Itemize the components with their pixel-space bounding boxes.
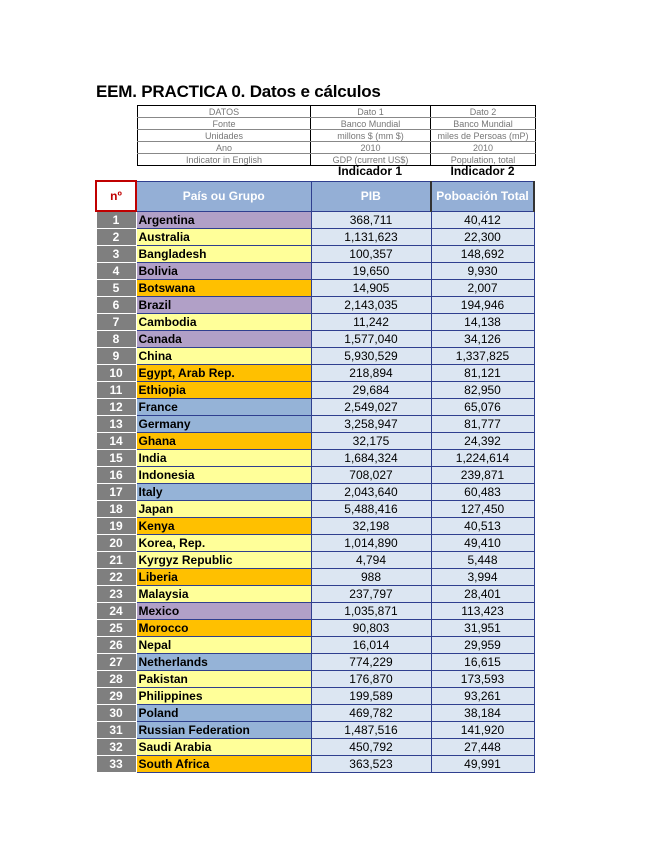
table-row [96,229,534,246]
table-row [96,416,534,433]
metadata-cell: millons $ (mm $) [311,130,431,142]
population-value[interactable]: 81,777 [431,416,534,433]
country-name[interactable]: Liberia [136,569,311,586]
pib-value[interactable]: 1,684,324 [311,450,431,467]
pib-value[interactable]: 1,131,623 [311,229,431,246]
metadata-row [138,106,536,118]
table-row [96,569,534,586]
table-row [96,484,534,501]
table-row [96,620,534,637]
table-row [96,501,534,518]
population-value[interactable]: 38,184 [431,705,534,722]
table-row [96,314,534,331]
country-name[interactable]: Canada [136,331,311,348]
table-row [96,467,534,484]
pib-value[interactable]: 774,229 [311,654,431,671]
country-name[interactable]: Poland [136,705,311,722]
population-value[interactable]: 22,300 [431,229,534,246]
row-number[interactable]: 6 [96,297,136,314]
country-name[interactable]: South Africa [136,756,311,773]
population-value[interactable]: 5,448 [431,552,534,569]
table-row [96,365,534,382]
pib-value[interactable]: 5,488,416 [311,501,431,518]
table-row [96,263,534,280]
metadata-table [137,105,536,166]
population-value[interactable]: 40,513 [431,518,534,535]
row-number[interactable]: 30 [96,705,136,722]
population-value[interactable]: 31,951 [431,620,534,637]
population-value[interactable]: 239,871 [431,467,534,484]
pib-value[interactable]: 32,198 [311,518,431,535]
table-row [96,433,534,450]
row-number[interactable]: 33 [96,756,136,773]
table-row [96,450,534,467]
population-value[interactable]: 3,994 [431,569,534,586]
country-name[interactable]: Cambodia [136,314,311,331]
table-row [96,518,534,535]
country-name[interactable]: Germany [136,416,311,433]
pib-value[interactable]: 2,043,640 [311,484,431,501]
population-value[interactable]: 82,950 [431,382,534,399]
row-number[interactable]: 23 [96,586,136,603]
metadata-cell: Population, total [431,154,536,166]
row-number[interactable]: 9 [96,348,136,365]
country-name[interactable]: Bolivia [136,263,311,280]
country-name[interactable]: Russian Federation [136,722,311,739]
row-number[interactable]: 7 [96,314,136,331]
table-row [96,399,534,416]
pib-value[interactable]: 368,711 [311,211,431,229]
pib-value[interactable]: 3,258,947 [311,416,431,433]
pib-value[interactable]: 2,549,027 [311,399,431,416]
row-number[interactable]: 13 [96,416,136,433]
population-value[interactable]: 1,337,825 [431,348,534,365]
countries-table [95,180,535,773]
country-name[interactable]: Kyrgyz Republic [136,552,311,569]
metadata-row [138,130,536,142]
page-title: EEM. PRACTICA 0. Datos e cálculos [96,82,381,101]
row-number[interactable]: 18 [96,501,136,518]
pib-value[interactable]: 5,930,529 [311,348,431,365]
pib-value[interactable]: 11,242 [311,314,431,331]
country-name[interactable]: Korea, Rep. [136,535,311,552]
country-name[interactable]: China [136,348,311,365]
country-name[interactable]: Netherlands [136,654,311,671]
table-row [96,688,534,705]
table-row [96,297,534,314]
table-row [96,654,534,671]
row-number[interactable]: 15 [96,450,136,467]
row-number[interactable]: 10 [96,365,136,382]
pib-value[interactable]: 988 [311,569,431,586]
metadata-cell: Unidades [138,130,311,142]
country-name[interactable]: Philippines [136,688,311,705]
table-row [96,603,534,620]
table-row [96,705,534,722]
table-row [96,552,534,569]
population-value[interactable]: 148,692 [431,246,534,263]
table-row [96,722,534,739]
metadata-cell: Banco Mundial [431,118,536,130]
pib-value[interactable]: 19,650 [311,263,431,280]
country-name[interactable]: Mexico [136,603,311,620]
row-number[interactable]: 1 [96,211,136,229]
population-value[interactable]: 65,076 [431,399,534,416]
country-name[interactable]: Saudi Arabia [136,739,311,756]
row-number[interactable]: 8 [96,331,136,348]
pib-value[interactable]: 237,797 [311,586,431,603]
row-number[interactable]: 29 [96,688,136,705]
row-number[interactable]: 28 [96,671,136,688]
row-number[interactable]: 12 [96,399,136,416]
country-name[interactable]: France [136,399,311,416]
table-row [96,348,534,365]
row-number[interactable]: 16 [96,467,136,484]
row-number[interactable]: 11 [96,382,136,399]
table-row [96,280,534,297]
country-name[interactable]: Japan [136,501,311,518]
population-value[interactable]: 60,483 [431,484,534,501]
row-number[interactable]: 21 [96,552,136,569]
country-name[interactable]: Kenya [136,518,311,535]
header-country[interactable]: País ou Grupo [136,181,311,211]
row-number[interactable]: 22 [96,569,136,586]
row-number[interactable]: 25 [96,620,136,637]
row-number[interactable]: 31 [96,722,136,739]
population-value[interactable]: 93,261 [431,688,534,705]
pib-value[interactable]: 199,589 [311,688,431,705]
population-value[interactable]: 40,412 [431,211,534,229]
pib-value[interactable]: 363,523 [311,756,431,773]
pib-value[interactable]: 1,577,040 [311,331,431,348]
row-number[interactable]: 26 [96,637,136,654]
row-number[interactable]: 19 [96,518,136,535]
population-value[interactable]: 49,410 [431,535,534,552]
table-row [96,382,534,399]
population-value[interactable]: 2,007 [431,280,534,297]
country-name[interactable]: Nepal [136,637,311,654]
country-name[interactable]: Brazil [136,297,311,314]
pib-value[interactable]: 32,175 [311,433,431,450]
row-number[interactable]: 2 [96,229,136,246]
population-value[interactable]: 1,224,614 [431,450,534,467]
table-row [96,671,534,688]
metadata-cell: GDP (current US$) [311,154,431,166]
table-row [96,739,534,756]
pib-value[interactable]: 1,487,516 [311,722,431,739]
metadata-cell: Dato 1 [311,106,431,118]
metadata-cell: Indicator in English [138,154,311,166]
country-name[interactable]: Bangladesh [136,246,311,263]
row-number[interactable]: 32 [96,739,136,756]
country-name[interactable]: Argentina [136,211,311,229]
pib-value[interactable]: 29,684 [311,382,431,399]
table-row [96,637,534,654]
table-row [96,211,534,229]
population-value[interactable]: 16,615 [431,654,534,671]
table-row [96,246,534,263]
population-value[interactable]: 29,959 [431,637,534,654]
pib-value[interactable]: 176,870 [311,671,431,688]
pib-value[interactable]: 16,014 [311,637,431,654]
table-row [96,586,534,603]
pib-value[interactable]: 2,143,035 [311,297,431,314]
population-value[interactable]: 194,946 [431,297,534,314]
population-value[interactable]: 113,423 [431,603,534,620]
row-number[interactable]: 17 [96,484,136,501]
pib-value[interactable]: 708,027 [311,467,431,484]
table-row [96,331,534,348]
population-value[interactable]: 24,392 [431,433,534,450]
pib-value[interactable]: 218,894 [311,365,431,382]
country-name[interactable]: Pakistan [136,671,311,688]
row-number[interactable]: 20 [96,535,136,552]
pib-value[interactable]: 1,035,871 [311,603,431,620]
country-name[interactable]: Egypt, Arab Rep. [136,365,311,382]
country-name[interactable]: Indonesia [136,467,311,484]
population-value[interactable]: 81,121 [431,365,534,382]
population-value[interactable]: 14,138 [431,314,534,331]
metadata-row [138,118,536,130]
pib-value[interactable]: 450,792 [311,739,431,756]
country-name[interactable]: Malaysia [136,586,311,603]
population-value[interactable]: 49,991 [431,756,534,773]
country-name[interactable]: Botswana [136,280,311,297]
pib-value[interactable]: 469,782 [311,705,431,722]
pib-value[interactable]: 14,905 [311,280,431,297]
population-value[interactable]: 9,930 [431,263,534,280]
metadata-cell: 2010 [311,142,431,154]
metadata-cell: 2010 [431,142,536,154]
metadata-row [138,142,536,154]
table-row [96,535,534,552]
pib-value[interactable]: 90,803 [311,620,431,637]
header-pib[interactable]: PIB [311,181,431,211]
metadata-cell: Ano [138,142,311,154]
metadata-cell: Fonte [138,118,311,130]
country-name[interactable]: Ethiopia [136,382,311,399]
pib-value[interactable]: 100,357 [311,246,431,263]
row-number[interactable]: 24 [96,603,136,620]
metadata-cell: miles de Persoas (mP) [431,130,536,142]
row-number[interactable]: 5 [96,280,136,297]
indicator-labels [310,163,535,179]
header-population[interactable]: Poboación Total [431,181,534,211]
country-name[interactable]: Morocco [136,620,311,637]
population-value[interactable]: 173,593 [431,671,534,688]
indicator-1-label: Indicador 1 [337,164,402,178]
metadata-cell: DATOS [138,106,311,118]
country-name[interactable]: India [136,450,311,467]
table-row [96,756,534,773]
row-number[interactable]: 14 [96,433,136,450]
metadata-cell: Banco Mundial [311,118,431,130]
country-name[interactable]: Italy [136,484,311,501]
header-number[interactable]: nº [96,181,136,211]
population-value[interactable]: 34,126 [431,331,534,348]
population-value[interactable]: 28,401 [431,586,534,603]
row-number[interactable]: 4 [96,263,136,280]
row-number[interactable]: 3 [96,246,136,263]
population-value[interactable]: 27,448 [431,739,534,756]
indicator-2-label: Indicador 2 [450,164,515,178]
metadata-cell: Dato 2 [431,106,536,118]
population-value[interactable]: 141,920 [431,722,534,739]
row-number[interactable]: 27 [96,654,136,671]
population-value[interactable]: 127,450 [431,501,534,518]
pib-value[interactable]: 1,014,890 [311,535,431,552]
pib-value[interactable]: 4,794 [311,552,431,569]
country-name[interactable]: Ghana [136,433,311,450]
country-name[interactable]: Australia [136,229,311,246]
